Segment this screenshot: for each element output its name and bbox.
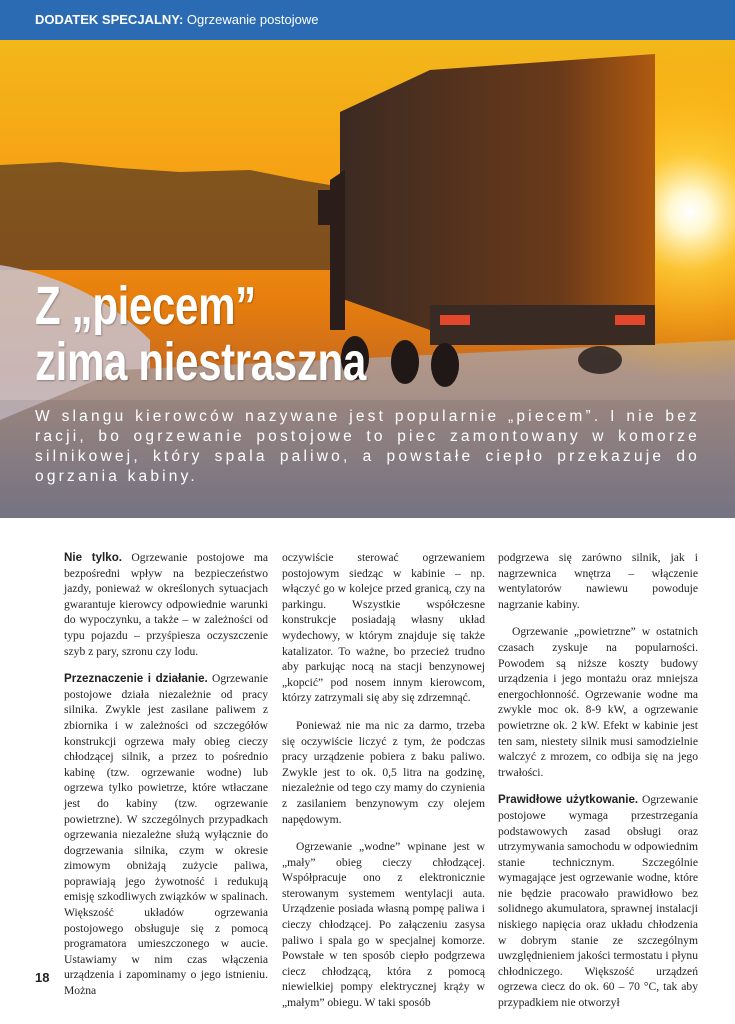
trailer-body bbox=[340, 54, 655, 330]
paragraph: Ogrzewanie „wodne” wpinane jest w „mały” obieg cieczy chłodzącej. Współpracuje ono z elektronicznie sterowanym systemem wentylacji auta. Urządzenie posiada własną pompę paliwa i cieczy chłodzącej. Po załączeniu zasysa paliwo i spala go w specjalnej komorze. Powstałe w ten sposób ciepło podgrzewa ciecz chłodzącą, która z pomocą niewielkiej pompy elektrycznej krąży w „małym” obiegu. W taki sposób bbox=[282, 840, 485, 1010]
paragraph-heading: Nie tylko. bbox=[64, 551, 123, 564]
paragraph-text: Ogrzewanie postojowe ma bezpośredni wpływ na bezpieczeństwo jazdy, ponieważ w określonych sytuacjach gwarantuje kierowcy odpowiednie warunki do wypoczynku, a także – w zależności od typu pojazdu – przyśpiesza oczyszczenie szyb z pary, szronu czy lodu. bbox=[64, 551, 268, 658]
article-column-2 bbox=[282, 550, 485, 1023]
paragraph bbox=[64, 671, 268, 998]
article-lead: W slangu kierowców nazywane jest popularnie „piecem”. I nie bez racji, bo ogrzewanie postojowe to piec zamontowany w komorze silnikowej, który spala paliwo, a powstałe ciepło przekazuje do ogrzania kabiny. bbox=[35, 408, 700, 485]
article-column-3 bbox=[498, 550, 698, 1023]
article-title-line-1: Z „piecem” bbox=[35, 276, 256, 336]
rear-wheel-1 bbox=[391, 340, 419, 384]
article-title bbox=[35, 278, 366, 390]
hero-photo bbox=[0, 40, 735, 518]
section-label-topic: Ogrzewanie postojowe bbox=[183, 12, 319, 27]
side-mirror bbox=[318, 190, 330, 225]
trailer-wheel bbox=[578, 346, 622, 374]
article-column-1 bbox=[64, 550, 268, 1011]
paragraph: oczywiście sterować ogrzewaniem postojowym siedząc w kabinie – np. włączyć go w kolejce przed granicą, czy na parkingu. Wszystkie współczesne konstrukcje posiadają własny układ wydechowy, w którym znajduje się także katalizator. To ważne, bo przecież trudno aby parkując nocą na stacji benzynowej „kopcić” pod nosem innym kierowcom, którzy zatrzymali się aby się zdrzemnąć. bbox=[282, 551, 485, 705]
section-label-bold: DODATEK SPECJALNY: bbox=[35, 12, 184, 27]
page-number: 18 bbox=[35, 970, 50, 985]
paragraph: Ogrzewanie „powietrzne” w ostatnich czasach zyskuje na popularności. Powodem są niższe koszty budowy urządzenia i jego montażu oraz mniejsza energochłonność. Ogrzewanie wodne ma zwykle moc ok. 8-9 kW, a ogrzewanie powietrzne ok. 2 kW. Efekt w kabinie jest ten sam, niestety silnik musi samodzielnie walczyć z mrozem, co odbija się na jego trwałości. bbox=[498, 625, 698, 779]
paragraph: Ponieważ nie ma nic za darmo, trzeba się oczywiście liczyć z tym, że podczas pracy urządzenie pobiera z baku paliwo. Zwykle jest to ok. 0,5 litra na godzinę, niezależnie od tego czy mamy do czynienia z zasilaniem benzynowym czy olejem napędowym. bbox=[282, 718, 485, 826]
right-tail-light bbox=[615, 315, 645, 325]
left-tail-light bbox=[440, 315, 470, 325]
section-label bbox=[35, 12, 318, 27]
paragraph-heading: Prawidłowe użytkowanie. bbox=[498, 793, 639, 807]
paragraph bbox=[498, 792, 698, 1010]
paragraph-text: Ogrzewanie postojowe wymaga przestrzegania podstawowych zasad obsługi oraz utrzymywania samochodu w odpowiednim stanie technicznym. Szczególnie wymagające jest ogrzewanie wodne, które nie będzie pracowało prawidłowo bez solidnego akumulatora, sprawnej instalacji niskiego napięcia oraz układu chłodzenia w dobrym stanie ze szczególnym uwzględnieniem jakości termostatu i płynu chłodniczego. Większość urządzeń ogrzewa ciecz do ok. 60 – 70 °C, tak aby przypadkiem nie otworzył bbox=[498, 793, 698, 1010]
section-header-bar bbox=[0, 0, 735, 40]
paragraph-text: Ogrzewanie postojowe działa niezależnie od pracy silnika. Zwykle jest zasilane paliwem z zbiornika i w zależności od szczegółów konstrukcji ogrzewa mały obieg cieczy chłodzącej silnik, a przez to pośrednio kabinę (tzw. ogrzewanie wodne) lub ogrzewa tylko powietrze, które wtłaczane jest do kabiny (tzw. ogrzewanie powietrzne). W szczególnych przypadkach ogrzewania niezależne służą wyłącznie do dogrzewania silnika, czym w okresie zimowym obniżają zużycie paliwa, poprawiają jego żywotność i redukują emisję szkodliwych związków w spalinach. Większość układów ogrzewania postojowego obsługuje się z pomocą programatora umieszczonego w aucie. Ustawiamy w nim czas włączenia urządzenia i zapominamy o jego istnieniu. Można bbox=[64, 672, 268, 998]
paragraph-heading: Przeznaczenie i działanie. bbox=[64, 672, 208, 686]
article-title-line-2: zima niestraszna bbox=[35, 332, 366, 392]
paragraph bbox=[64, 550, 268, 659]
paragraph: podgrzewa się zarówno silnik, jak i nagrzewnica wnętrza – włączenie wentylatorów nawiewu powoduje nagrzanie kabiny. bbox=[498, 551, 698, 611]
rear-wheel-2 bbox=[431, 343, 459, 387]
